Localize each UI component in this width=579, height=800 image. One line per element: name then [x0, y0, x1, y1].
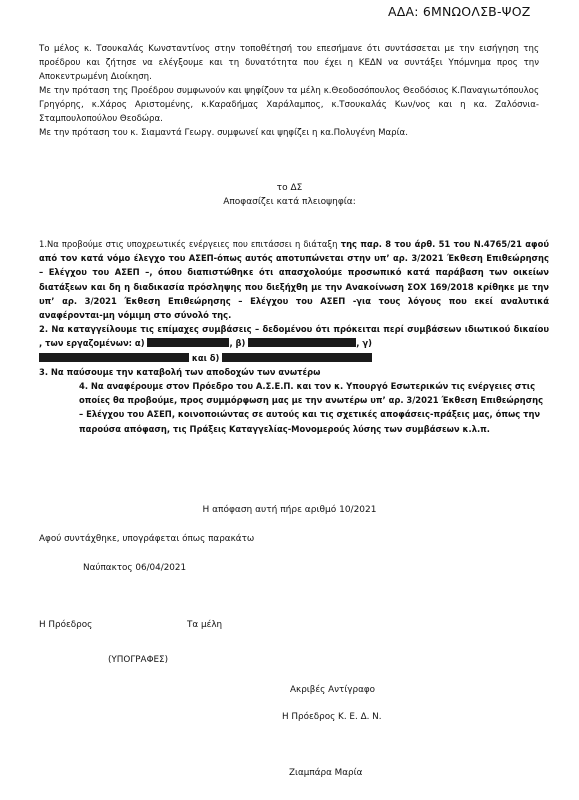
intro-paragraph: Το μέλος κ. Τσουκαλάς Κωνσταντίνος στην τοποθέτησή του επεσήμανε ότι συντάσσεται με την εισήγηση της προέδρου και ζήτησε να ελέγξουμε και τη δυνατότητα που έχει η ΚΕΔΝ να συντάξει Υπόμνημα προς την Αποκεντρωμένη Διοίκηση.	[39, 44, 539, 82]
signed-note: Αφού συντάχθηκε, υπογράφεται όπως παρακάτω	[39, 534, 255, 544]
decision-item-1-lead: 1.Να προβούμε στις υποχρεωτικές ενέργειες που επιτάσσει η διάταξη	[39, 239, 338, 249]
decision-item-3: 3. Να παύσουμε την καταβολή των αποδοχών των ανωτέρω	[39, 366, 321, 377]
president-label: Η Πρόεδρος	[39, 620, 93, 630]
redaction-block	[248, 338, 356, 347]
decision-item-1-text: της παρ. 8 του άρθ. 51 του Ν.4765/21 αφού από τον κατά νόμο έλεγχο του ΑΣΕΠ-όπως αυτός αποτυπώνεται στην υπ’ αρ. 3/2021 Έκθεση Επιθεώρησης – Ελέγχου του ΑΣΕΠ –, όπου διαπιστώθηκε ότι απασχολούμε προσωπικό κατά παράβαση των οικείων διατάξεων και δη η διαδικασία πρόσληψης που διεξήχθη με την Ανακοίνωση ΣΟΧ 169/2018 κρίθηκε με την υπ’ αρ. 3/2021 Έκθεση Επιθεώρησης – Ελέγχου του ΑΣΕΠ -για τους λόγους που εκεί αναλυτικά αναφέρονται-μη νόμιμη στο σύνολό της.	[39, 239, 549, 321]
redaction-block	[39, 353, 189, 362]
decision-heading: Αποφασίζει κατά πλειοψηφία:	[223, 197, 356, 207]
decision-item-2-text: 2. Να καταγγείλουμε τις επίμαχες συμβάσεις – δεδομένου ότι πρόκειται περί συμβάσεων ιδιωτικού δικαίου , των εργαζομένων: α)	[39, 324, 549, 349]
redaction-block	[222, 353, 372, 362]
label-c: , γ)	[356, 338, 372, 349]
label-d: και δ)	[191, 352, 220, 363]
decision-item-4: 4. Να αναφέρουμε στον Πρόεδρο του Α.Σ.Ε.Π. και τον κ. Υπουργό Εσωτερικών τις ενέργειες στις οποίες θα προβούμε, προς συμμόρφωση μας με την ανωτέρω υπ’ αρ. 3/2021 Έκθεση Επιθεώρησης – Ελέγχου του ΑΣΕΠ, κοινοποιώντας σε αυτούς και τις σχετικές αποφάσεις-πράξεις μας, όπως την παρούσα απόφαση, τις Πράξεις Καταγγελίας-Μονομερούς λύσης των συμβάσεων κ.λ.π.	[79, 381, 544, 434]
members-label: Τα μέλη	[187, 620, 223, 630]
decision-number: Η απόφαση αυτή πήρε αριθμό 10/2021	[202, 505, 377, 515]
label-b: , β)	[229, 338, 246, 349]
intro-paragraph: Με την πρόταση της Προέδρου συμφωνούν και ψηφίζουν τα μέλη κ.Θεοδοσόπουλος Θεοδόσιος Κ.Παναγιωτόπουλος Γρηγόρης, κ.Χάρος Αριστομένης, κ.Καραδήμας Χαράλαμπος, κ.Τσουκαλάς Κων/νος και η κα. Ζαλόσνια-Σταμπουλοπούλου Θεοδώρα.	[39, 86, 539, 124]
decision-item-2	[39, 322, 549, 365]
board-heading: το ΔΣ	[276, 183, 303, 193]
decision-item-1	[39, 237, 549, 322]
redaction-block	[147, 338, 229, 347]
president-name: Ζιαμπάρα Μαρία	[289, 768, 363, 778]
intro-paragraph: Με την πρόταση του κ. Σιαμαντά Γεωργ. συμφωνεί και ψηφίζει η κα.Πολυγένη Μαρία.	[39, 128, 408, 138]
president-title: Η Πρόεδρος Κ. Ε. Δ. Ν.	[282, 712, 382, 722]
ada-code: ΑΔΑ: 6ΜΝΩΟΛΣΒ-ΨΟΖ	[388, 4, 531, 19]
signatures-label: (ΥΠΟΓΡΑΦΕΣ)	[108, 655, 169, 665]
place-date: Ναύπακτος 06/04/2021	[83, 563, 187, 573]
true-copy-label: Ακριβές Αντίγραφο	[290, 685, 376, 695]
intro-section	[39, 42, 539, 140]
decision-body	[39, 237, 549, 436]
